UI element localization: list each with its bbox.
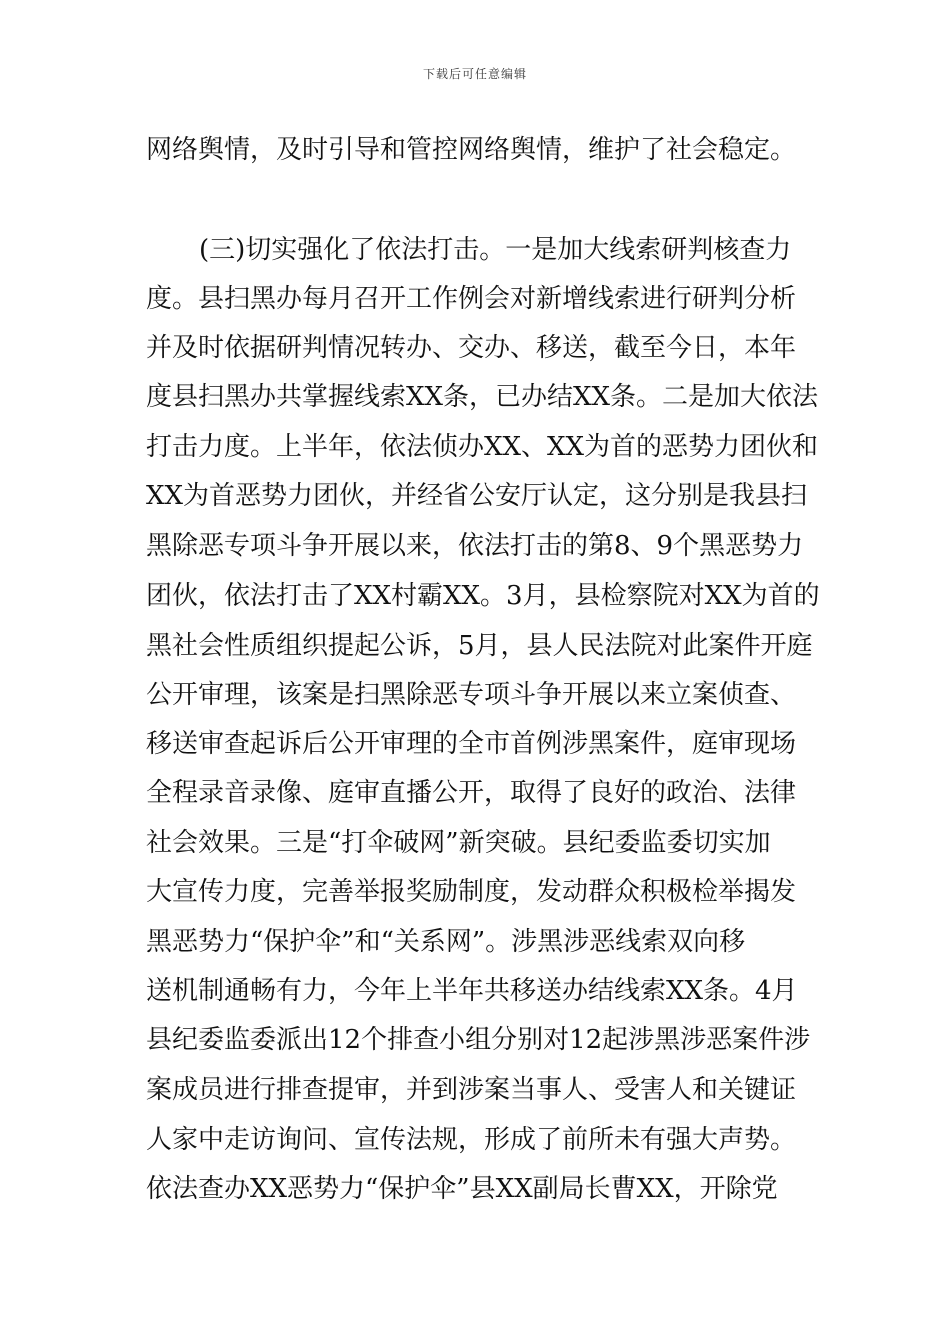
- paragraph-line: 团伙，依法打击了XX村霸XX。3月，县检察院对XX为首的: [146, 581, 820, 611]
- paragraph-line: 案成员进行排查提审，并到涉案当事人、受害人和关键证: [146, 1075, 797, 1105]
- paragraph-line: XX为首恶势力团伙，并经省公安厅认定，这分别是我县扫: [146, 481, 808, 511]
- paragraph-line: 度县扫黑办共掌握线索XX条，已办结XX条。二是加大依法: [146, 382, 819, 412]
- page-header: 下载后可任意编辑: [422, 67, 527, 81]
- paragraph-line: 大宣传力度，完善举报奖励制度，发动群众积极检举揭发: [146, 877, 797, 907]
- paragraph-line: 网络舆情，及时引导和管控网络舆情，维护了社会稳定。: [146, 135, 797, 165]
- paragraph-line: 县纪委监委派出12个排查小组分别对12起涉黑涉恶案件涉: [146, 1025, 811, 1055]
- paragraph-line: 社会效果。三是“打伞破网”新突破。县纪委监委切实加: [146, 828, 771, 858]
- paragraph-line: 全程录音录像、庭审直播公开，取得了良好的政治、法律: [146, 778, 797, 808]
- paragraph-line: (三)切实强化了依法打击。一是加大线索研判核查力: [199, 235, 792, 265]
- paragraph-line: 黑社会性质组织提起公诉，5月，县人民法院对此案件开庭: [146, 631, 813, 661]
- paragraph-line: 度。县扫黑办每月召开工作例会对新增线索进行研判分析: [146, 284, 797, 314]
- paragraph-line: 移送审查起诉后公开审理的全市首例涉黑案件，庭审现场: [146, 729, 797, 759]
- paragraph-line: 人家中走访询问、宣传法规，形成了前所未有强大声势。: [146, 1125, 797, 1155]
- paragraph-line: 依法查办XX恶势力“保护伞”县XX副局长曹XX，开除党: [146, 1174, 778, 1204]
- paragraph-line: 送机制通畅有力，今年上半年共移送办结线索XX条。4月: [146, 976, 798, 1006]
- paragraph-line: 公开审理，该案是扫黑除恶专项斗争开展以来立案侦查、: [146, 680, 797, 710]
- paragraph-line: 并及时依据研判情况转办、交办、移送，截至今日，本年: [146, 333, 797, 363]
- paragraph-line: 黑恶势力“保护伞”和“关系网”。涉黑涉恶线索双向移: [146, 927, 746, 957]
- paragraph-line: 打击力度。上半年，依法侦办XX、XX为首的恶势力团伙和: [146, 432, 819, 462]
- paragraph-line: 黑除恶专项斗争开展以来，依法打击的第8、9个黑恶势力: [146, 531, 804, 561]
